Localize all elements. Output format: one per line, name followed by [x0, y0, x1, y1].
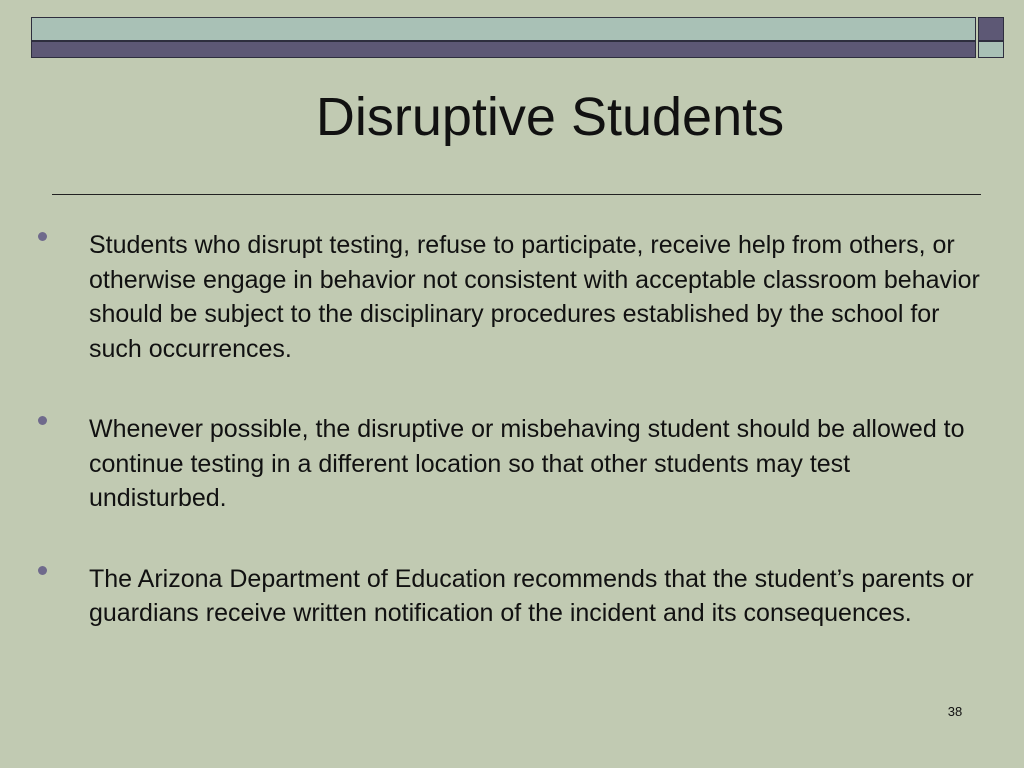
header-square-bottom: [978, 41, 1004, 58]
bullet-icon: [38, 232, 47, 241]
bullet-item: [34, 562, 989, 631]
bullet-icon: [38, 566, 47, 575]
bullet-item: [34, 412, 989, 516]
page-number: 38: [947, 704, 963, 719]
bullet-text: Students who disrupt testing, refuse to participate, receive help from others, or otherwise engage in behavior not consistent with acceptable classroom behavior should be subject to the disciplinary procedures established by the school for such occurrences.: [89, 231, 980, 363]
header-band-top: [31, 17, 976, 41]
header-square-top: [978, 17, 1004, 41]
bullet-icon: [38, 416, 47, 425]
bullet-text: Whenever possible, the disruptive or misbehaving student should be allowed to continue testing in a different location so that other students may test undisturbed.: [89, 415, 965, 512]
title-divider: [52, 194, 981, 195]
bullet-item: [34, 228, 989, 366]
header-band-bottom: [31, 41, 976, 58]
bullet-text: The Arizona Department of Education recommends that the student’s parents or guardians receive written notification of the incident and its consequences.: [89, 564, 974, 627]
slide-title: Disruptive Students: [315, 87, 785, 147]
bullet-list: [34, 228, 989, 677]
